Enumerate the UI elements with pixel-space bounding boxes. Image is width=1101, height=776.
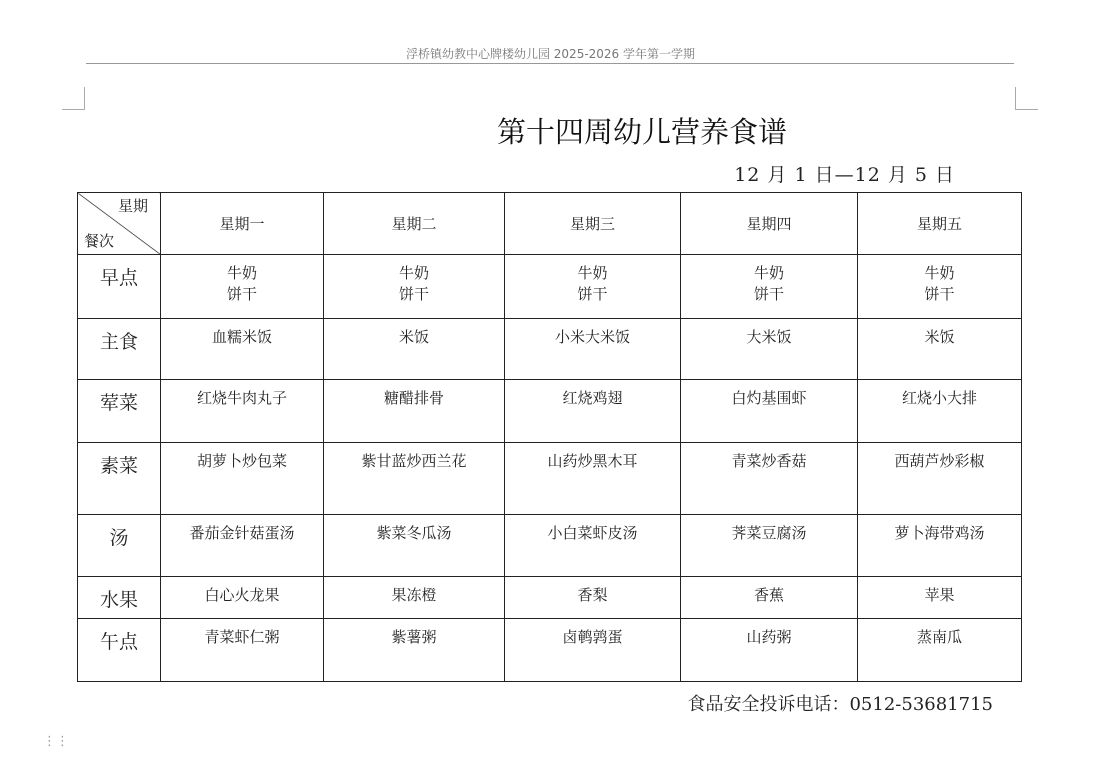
menu-cell [324, 618, 505, 681]
day-header-tue: 星期二 [324, 193, 505, 255]
complaint-hotline: 食品安全投诉电话：0512-53681715 [687, 694, 993, 715]
meal-label-text: 早点 [99, 267, 138, 290]
meal-label-text: 水果 [99, 588, 138, 611]
menu-cell [681, 380, 858, 442]
day-header-fri: 星期五 [858, 193, 1022, 255]
menu-cell [858, 618, 1022, 681]
day-header-thu: 星期四 [681, 193, 858, 255]
menu-cell [858, 319, 1022, 380]
menu-item-text: 蒸南瓜 [916, 627, 962, 646]
day-header-mon: 星期一 [161, 193, 324, 255]
menu-item-text: 山药炒黑木耳 [547, 451, 638, 470]
table-row [78, 380, 1022, 442]
menu-item-text: 牛奶 [398, 264, 429, 283]
drag-handle-icon[interactable]: ⋮⋮ [43, 734, 69, 749]
menu-item-text: 大米饭 [746, 328, 792, 347]
menu-cell [681, 255, 858, 319]
menu-item-text: 饼干 [577, 285, 608, 304]
menu-cell [161, 380, 324, 442]
menu-cell [324, 255, 505, 319]
menu-item-text: 红烧小大排 [901, 389, 977, 408]
header-divider [86, 63, 1014, 64]
table-row [78, 255, 1022, 319]
meal-label-fruit [78, 576, 161, 618]
table-row [78, 618, 1022, 681]
menu-item-text: 饼干 [398, 285, 429, 304]
menu-item-text: 米饭 [398, 328, 429, 347]
menu-cell [505, 576, 681, 618]
meal-label-text: 素菜 [99, 454, 138, 477]
corner-cell [78, 193, 161, 255]
menu-cell [858, 576, 1022, 618]
menu-cell [161, 319, 324, 380]
menu-item-text: 番茄金针菇蛋汤 [189, 523, 295, 542]
menu-cell [324, 380, 505, 442]
meal-label-afternoon-snack [78, 618, 161, 681]
menu-cell [161, 442, 324, 514]
menu-item-text: 牛奶 [924, 264, 955, 283]
menu-item-text: 荠菜豆腐汤 [731, 523, 807, 542]
menu-cell [505, 255, 681, 319]
menu-cell [505, 618, 681, 681]
corner-label-meal: 餐次 [84, 232, 115, 251]
menu-cell [324, 319, 505, 380]
menu-item-text: 香梨 [577, 585, 608, 604]
day-header-wed: 星期三 [505, 193, 681, 255]
menu-item-text: 紫菜冬瓜汤 [376, 523, 452, 542]
meal-label-text: 汤 [109, 526, 129, 549]
menu-item-text: 青菜虾仁粥 [204, 627, 280, 646]
menu-cell [681, 442, 858, 514]
corner-label-day: 星期 [117, 197, 148, 215]
menu-item-text: 香蕉 [753, 585, 784, 604]
menu-cell [681, 618, 858, 681]
menu-item-text: 牛奶 [577, 264, 608, 283]
menu-item-text: 饼干 [924, 285, 955, 304]
margin-corner-top-right [1015, 87, 1038, 110]
meal-label-text: 午点 [99, 630, 138, 653]
menu-cell [505, 442, 681, 514]
meal-label-text: 主食 [99, 331, 138, 354]
menu-cell [505, 380, 681, 442]
table-row [78, 442, 1022, 514]
menu-cell [324, 442, 505, 514]
menu-cell [161, 618, 324, 681]
menu-item-text: 紫薯粥 [391, 627, 437, 646]
meal-label-text: 荤菜 [99, 392, 138, 415]
menu-item-text: 紫甘蓝炒西兰花 [361, 451, 467, 470]
menu-item-text: 白灼基围虾 [731, 389, 807, 408]
menu-item-text: 牛奶 [226, 264, 257, 283]
menu-item-text: 牛奶 [753, 264, 784, 283]
margin-corner-top-left [62, 87, 85, 110]
menu-item-text: 胡萝卜炒包菜 [196, 451, 287, 470]
menu-cell [858, 380, 1022, 442]
menu-cell [324, 514, 505, 576]
page-header-text: 浮桥镇幼教中心牌楼幼儿园 2025-2026 学年第一学期 [405, 47, 696, 61]
menu-item-text: 饼干 [753, 285, 784, 304]
table-row [78, 319, 1022, 380]
menu-cell [681, 576, 858, 618]
meal-label-meat-dish [78, 380, 161, 442]
menu-item-text: 饼干 [226, 285, 257, 304]
menu-cell [505, 514, 681, 576]
menu-item-text: 白心火龙果 [204, 585, 280, 604]
menu-item-text: 红烧牛肉丸子 [196, 389, 287, 408]
date-range: 12 月 1 日—12 月 5 日 [734, 164, 955, 186]
menu-item-text: 小米大米饭 [554, 328, 630, 347]
menu-item-text: 果冻橙 [391, 585, 437, 604]
menu-item-text: 小白菜虾皮汤 [547, 523, 638, 542]
table-row [78, 576, 1022, 618]
menu-item-text: 米饭 [924, 328, 955, 347]
menu-item-text: 红烧鸡翅 [562, 389, 623, 408]
table-header-row [78, 193, 1022, 255]
menu-item-text: 萝卜海带鸡汤 [894, 523, 985, 542]
menu-cell [161, 576, 324, 618]
meal-label-soup [78, 514, 161, 576]
document-title: 第十四周幼儿营养食谱 [496, 115, 787, 149]
menu-cell [858, 514, 1022, 576]
menu-cell [858, 442, 1022, 514]
menu-cell [161, 255, 324, 319]
menu-cell [858, 255, 1022, 319]
table-row [78, 514, 1022, 576]
menu-cell [505, 319, 681, 380]
menu-cell [681, 514, 858, 576]
menu-cell [681, 319, 858, 380]
menu-item-text: 青菜炒香菇 [731, 451, 807, 470]
menu-item-text: 卤鹌鹑蛋 [562, 627, 623, 646]
menu-cell [324, 576, 505, 618]
menu-item-text: 西葫芦炒彩椒 [894, 451, 985, 470]
menu-item-text: 苹果 [924, 585, 955, 604]
menu-cell [161, 514, 324, 576]
menu-item-text: 血糯米饭 [211, 328, 272, 347]
meal-label-staple [78, 319, 161, 380]
meal-label-vegetable-dish [78, 442, 161, 514]
menu-item-text: 糖醋排骨 [383, 389, 444, 408]
menu-item-text: 山药粥 [746, 627, 792, 646]
menu-table [77, 192, 1022, 682]
meal-label-breakfast-snack [78, 255, 161, 319]
